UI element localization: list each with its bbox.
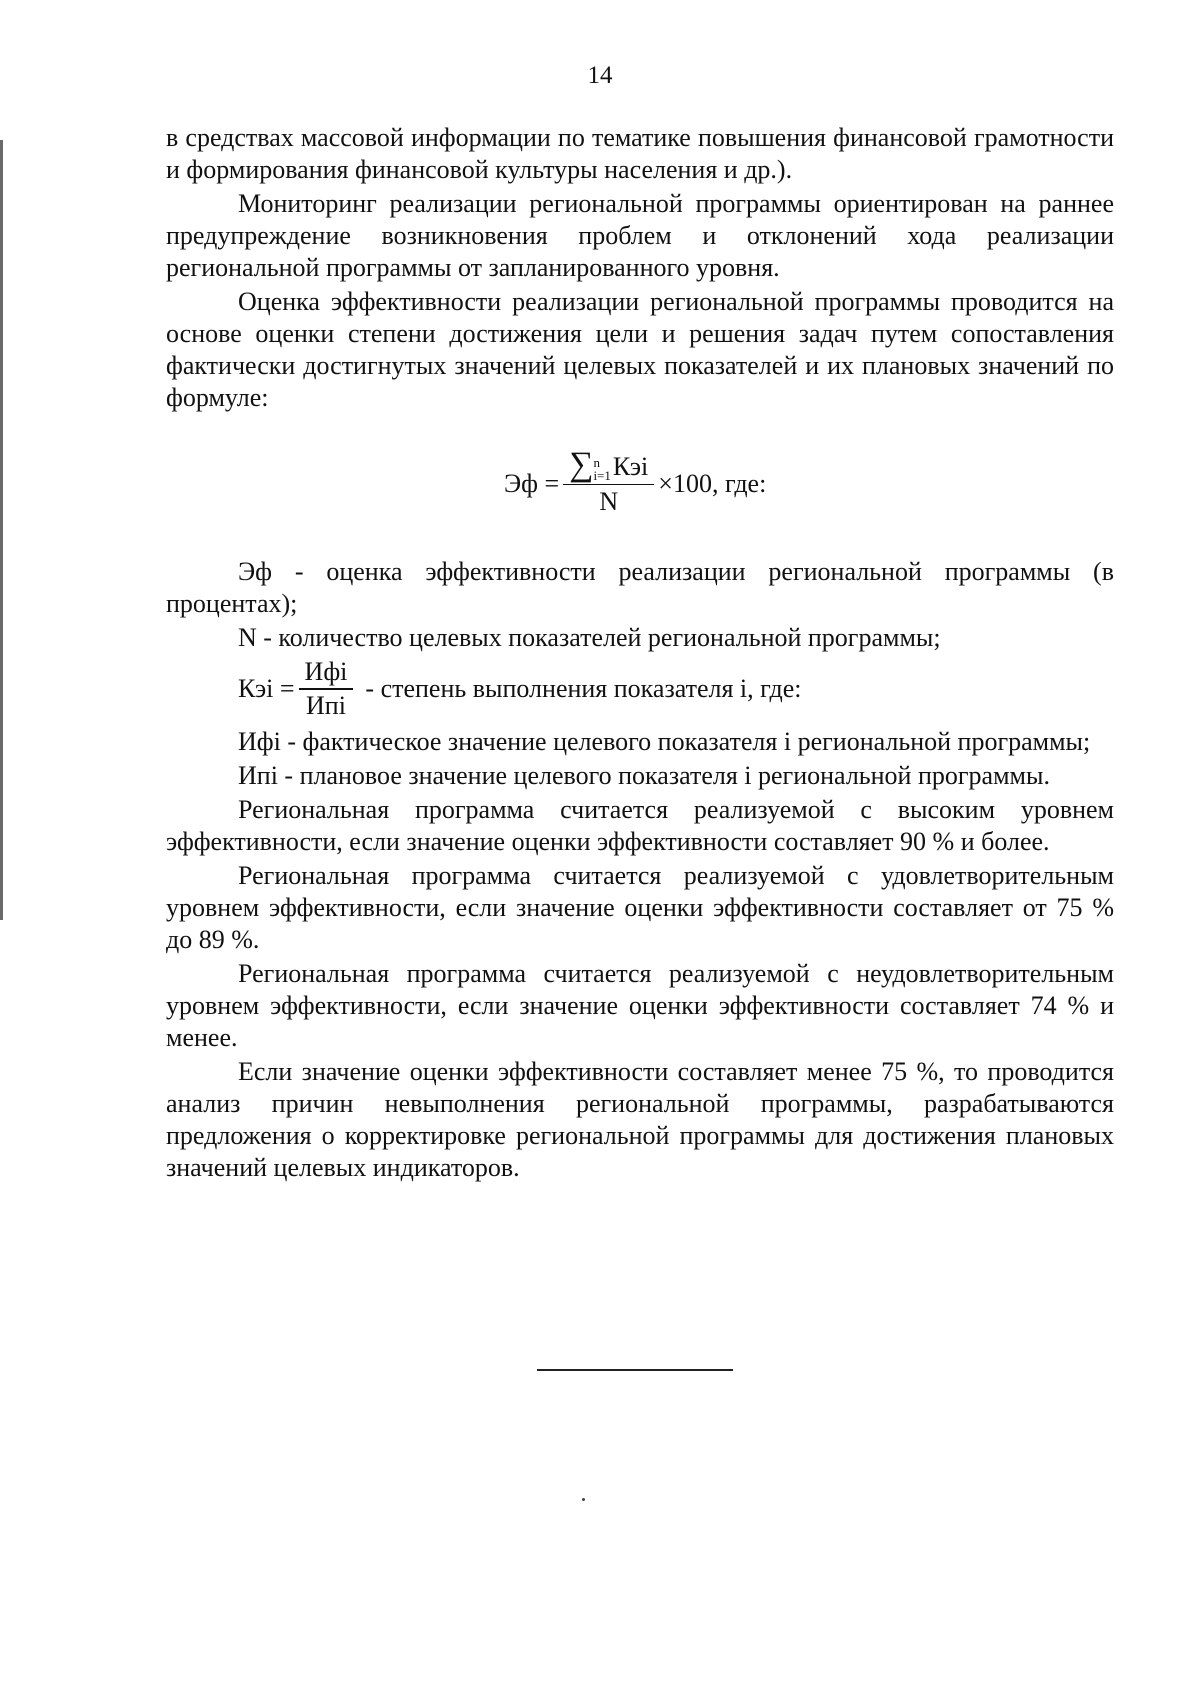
formula-tail: ×100, где: <box>658 469 767 498</box>
end-separator-line <box>537 1369 733 1371</box>
scan-edge-shadow <box>0 140 3 920</box>
paragraph-satisfactory-efficiency: Региональная программа считается реализуемой с удовлетворительным уровнем эффективности, если значение оценки эффективности составляет от 75 % до 89 %. <box>166 860 1114 954</box>
kei-fraction <box>299 658 354 720</box>
paragraph-evaluation-intro: Оценка эффективности реализации региональной программы проводится на основе оценки степени достижения цели и решения задач путем сопоставления фактически достигнутых значений целевых показателей и их плановых значений по формуле: <box>166 287 1114 412</box>
page-number: 14 <box>587 62 613 89</box>
paragraph-ef-definition: Эф - оценка эффективности реализации региональной программы (в процентах); <box>166 557 1114 618</box>
paragraph-n-definition: N - количество целевых показателей региональной программы; <box>238 623 941 652</box>
sum-lower-limit: i=1 <box>593 467 611 483</box>
sum-upper-limit: n <box>593 454 600 470</box>
paragraph-continuation: в средствах массовой информации по тематике повышения финансовой грамотности и формирования финансовой культуры населения и др.). <box>166 123 1114 184</box>
scan-speck <box>582 1498 585 1501</box>
paragraph-high-efficiency: Региональная программа считается реализуемой с высоким уровнем эффективности, если значение оценки эффективности составляет 90 % и более. <box>166 794 1114 856</box>
paragraph-unsatisfactory-efficiency: Региональная программа считается реализуемой с неудовлетворительным уровнем эффективности, если значение оценки эффективности составляет 74 % и менее. <box>166 958 1114 1052</box>
sigma-symbol: ∑ <box>569 445 594 483</box>
formula-numerator <box>563 445 654 484</box>
formula-summand: Кэi <box>612 451 649 481</box>
formula-lhs: Эф = <box>504 469 560 498</box>
paragraph-below-threshold: Если значение оценки эффективности составляет менее 75 %, то проводится анализ причин невыполнения региональной программы, разрабатываются предложения о корректировке региональной программы для достижения плановых значений целевых индикаторов. <box>166 1056 1114 1182</box>
sum-limits <box>593 456 610 482</box>
paragraph-ifi-definition: Ифi - фактическое значение целевого показателя i региональной программы; <box>238 726 1091 756</box>
efficiency-formula <box>166 418 1114 548</box>
formula-denominator: N <box>599 487 619 517</box>
paragraph-monitoring: Мониторинг реализации региональной программы ориентирован на раннее предупреждение возникновения проблем и отклонений хода реализации региональной программы от запланированного уровня. <box>166 189 1114 282</box>
paragraph-ipi-definition: Ипi - плановое значение целевого показателя i региональной программы. <box>238 760 1050 790</box>
formula-fraction <box>563 445 654 518</box>
kei-denominator: Ипi <box>306 690 346 720</box>
kei-formula <box>238 658 1114 720</box>
document-body <box>166 122 1114 1186</box>
kei-numerator: Ифi <box>304 657 348 686</box>
kei-tail: - степень выполнения показателя i, где: <box>365 673 802 703</box>
kei-lhs: Кэi = <box>238 673 295 703</box>
